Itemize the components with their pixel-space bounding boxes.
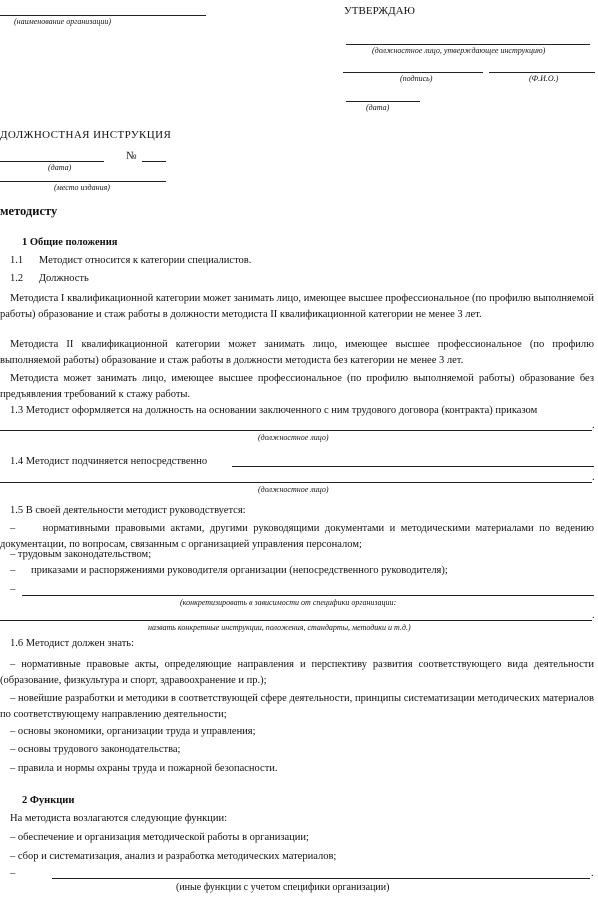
supervisor-line-2[interactable]	[0, 482, 592, 483]
signature-line[interactable]	[343, 72, 483, 73]
document-title: ДОЛЖНОСТНАЯ ИНСТРУКЦИЯ	[0, 129, 172, 141]
know-item-4: – основы трудового законодательства;	[10, 744, 181, 755]
org-name-caption: (наименование организации)	[14, 17, 112, 26]
place-caption: (место издания)	[54, 183, 110, 192]
clause-1-4: 1.4 Методист подчиняется непосредственно	[10, 456, 208, 467]
instructions-caption: назвать конкретные инструкции, положения, стандарты, методики и т.д.)	[148, 623, 411, 632]
know-item-1: – нормативные правовые акты, определяющие направления и перспективу развития соответствующего вида деятельности (образование, физкультура и спорт, здравоохранение и пр.);	[0, 659, 594, 686]
doc-date-caption: (дата)	[48, 163, 72, 172]
function-item-2: – сбор и систематизация, анализ и разработка методических материалов;	[10, 851, 337, 862]
official-caption-1: (должностное лицо)	[258, 433, 329, 442]
no-category-paragraph: Методиста может занимать лицо, имеющее высшее профессиональное (по профилю выполняемой работы) образование без предъявления требований к стажу работы.	[0, 373, 594, 400]
know-item-3: – основы экономики, организации труда и управления;	[10, 726, 256, 737]
org-name-line[interactable]	[0, 15, 206, 16]
guide-item-1: – нормативными правовыми актами, другими руководящими документами и методическими материалами по ведению документации, по вопросам, связанным с организацией управления персоналом;	[0, 523, 597, 550]
signature-caption: (подпись)	[400, 74, 433, 83]
doc-number-line[interactable]	[142, 161, 166, 162]
know-item-5: – правила и нормы охраны труда и пожарной безопасности.	[10, 763, 278, 774]
document-subject: методисту	[0, 204, 58, 218]
guide-extra-line-2[interactable]	[0, 620, 592, 621]
place-line[interactable]	[0, 181, 166, 182]
approve-label: УТВЕРЖДАЮ	[344, 5, 415, 17]
approve-date-line[interactable]	[346, 101, 420, 102]
supervisor-line-1[interactable]	[232, 466, 594, 467]
clause-1-2: 1.2 Должность	[10, 273, 89, 284]
number-sign: №	[126, 150, 137, 162]
approver-position-caption: (должностное лицо, утверждающее инструкцию)	[372, 46, 546, 55]
approver-position-line[interactable]	[346, 44, 590, 45]
function-item-dash: –	[10, 868, 16, 879]
other-functions-dot: .	[591, 868, 594, 879]
order-line[interactable]	[0, 430, 592, 431]
concretize-caption: (конкретизировать в зависимости от специфики организации:	[180, 598, 397, 607]
section-2-heading: 2 Функции	[22, 795, 75, 806]
guide-extra-dot: .	[592, 610, 595, 621]
know-item-2: – новейшие разработки и методики в соответствующей сфере деятельности, принципы систематизации методических материалов по соответствующему направлению деятельности;	[0, 693, 594, 720]
guide-extra-line[interactable]	[22, 595, 594, 596]
functions-intro: На методиста возлагаются следующие функции:	[10, 813, 228, 824]
other-functions-line[interactable]	[52, 878, 590, 879]
order-line-dot: .	[592, 420, 595, 431]
clause-1-3: 1.3 Методист оформляется на должность на основании заключенного с ним трудового договора (контракта) приказом	[10, 405, 538, 416]
guide-item-3: – приказами и распоряжениями руководителя организации (непосредственного руководителя);	[10, 565, 448, 576]
clause-1-6: 1.6 Методист должен знать:	[10, 638, 135, 649]
section-1-heading: 1 Общие положения	[22, 237, 118, 248]
supervisor-line-dot: .	[592, 472, 595, 483]
approve-date-caption: (дата)	[366, 103, 390, 112]
clause-1-1: 1.1 Методист относится к категории специалистов.	[10, 255, 252, 266]
category-2-paragraph: Методиста II квалификационной категории может занимать лицо, имеющее высшее профессиональное (по профилю выполняемой работы) образование и стаж работы в должности методиста без категории не менее 3 лет.	[0, 339, 594, 366]
guide-item-2: – трудовым законодательством;	[10, 549, 152, 560]
fio-caption: (Ф.И.О.)	[529, 74, 559, 83]
other-functions-caption: (иные функции с учетом специфики организации)	[176, 882, 390, 893]
clause-1-5: 1.5 В своей деятельности методист руководствуется:	[10, 505, 246, 516]
category-1-paragraph: Методиста I квалификационной категории может занимать лицо, имеющее высшее профессиональное (по профилю выполняемой работы) образование и стаж работы в должности методиста II квалификационной категории не менее 3 лет.	[0, 293, 594, 320]
function-item-1: – обеспечение и организация методической работы в организации;	[10, 832, 309, 843]
doc-date-line[interactable]	[0, 161, 104, 162]
guide-item-dash: –	[10, 584, 16, 595]
fio-line[interactable]	[489, 72, 595, 73]
official-caption-2: (должностное лицо)	[258, 485, 329, 494]
